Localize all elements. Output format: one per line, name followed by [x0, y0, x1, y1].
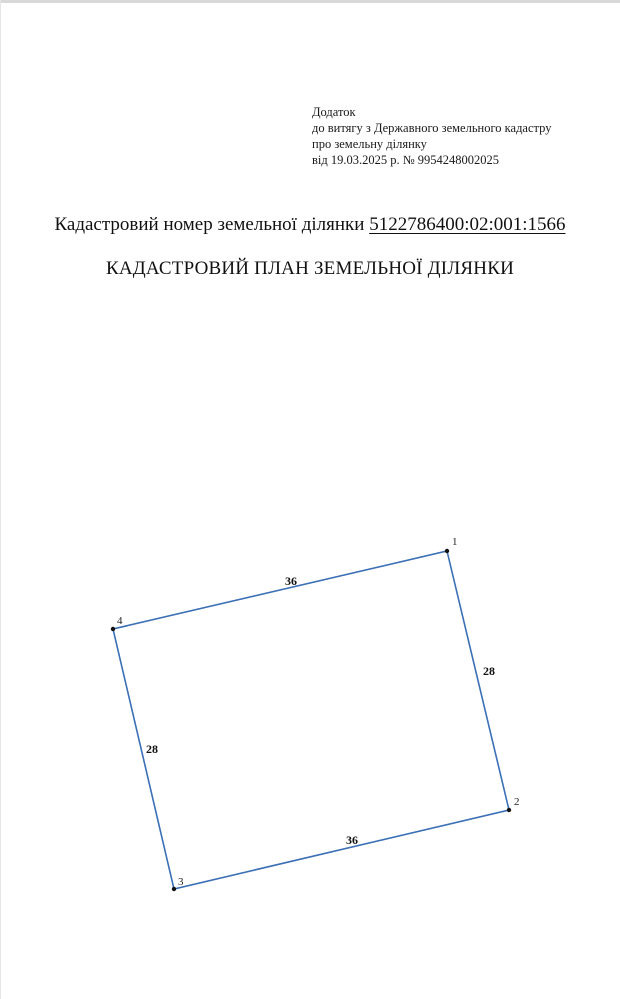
cadastral-number-label: Кадастровий номер земельної ділянки: [54, 214, 365, 235]
vertex-4-point: [111, 627, 115, 631]
plan-title: КАДАСТРОВИЙ ПЛАН ЗЕМЕЛЬНОЇ ДІЛЯНКИ: [105, 258, 515, 279]
vertex-1-label: 1: [452, 536, 458, 548]
side-2-3-length: 36: [346, 833, 358, 847]
vertex-2-label: 2: [514, 796, 520, 808]
vertex-1-point: [445, 549, 449, 553]
appendix-date-number: від 19.03.2025 р. № 9954248002025: [312, 153, 500, 167]
side-3-4-length: 28: [146, 742, 158, 756]
appendix-title: Додаток: [312, 105, 356, 119]
appendix-reference: до витягу з Державного земельного кадастру: [312, 121, 552, 135]
vertex-3-point: [172, 887, 176, 891]
vertex-4-label: 4: [117, 615, 123, 627]
side-4-1-length: 36: [285, 574, 297, 588]
vertex-3-label: 3: [178, 876, 184, 888]
cadastral-number-value: 5122786400:02:001:1566: [369, 214, 566, 235]
vertex-2-point: [507, 808, 511, 812]
parcel-boundary: [113, 551, 509, 889]
side-1-2-length: 28: [483, 664, 495, 678]
appendix-subject: про земельну ділянку: [312, 137, 427, 151]
